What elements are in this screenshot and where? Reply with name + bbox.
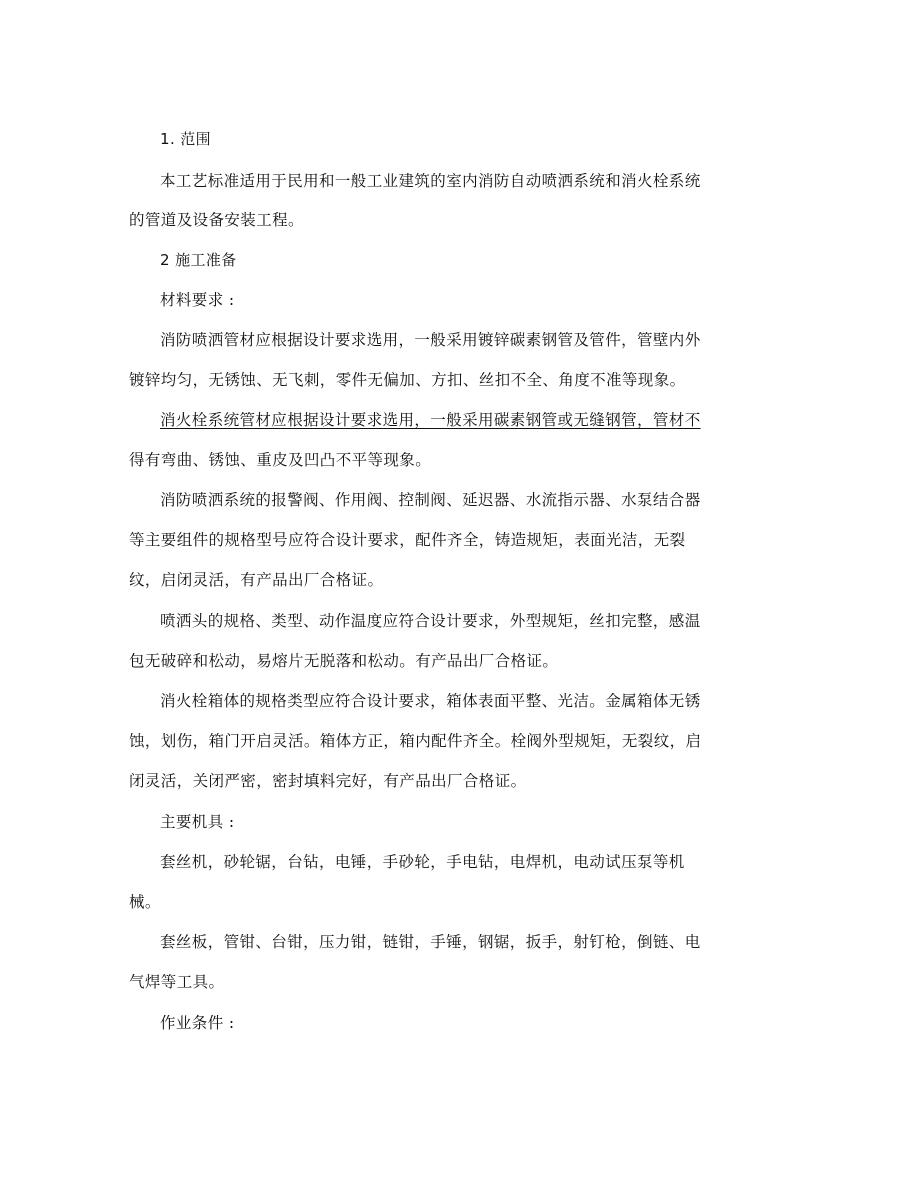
materials-label: 材料要求 : — [160, 291, 235, 309]
tools-paragraph-line: 套丝板，管钳、台钳，压力钳，链钳，手锤，钢锯，扳手，射钉枪，倒链、电 — [160, 933, 701, 951]
materials-paragraph-line: 纹，启闭灵活，有产品出厂合格证。 — [129, 571, 384, 589]
materials-paragraph-line: 包无破碎和松动，易熔片无脱落和松动。有产品出厂合格证。 — [129, 652, 559, 670]
section-2-heading: 2 施工准备 — [160, 251, 237, 269]
materials-paragraph-line: 消火栓箱体的规格类型应符合设计要求，箱体表面平整、光洁。金属箱体无锈 — [160, 692, 701, 710]
tools-paragraph-line: 套丝机，砂轮锯，台钻，电锤，手砂轮，手电钻，电焊机，电动试压泵等机 — [160, 853, 685, 871]
materials-paragraph-line: 镀锌均匀，无锈蚀、无飞刺，零件无偏加、方扣、丝扣不全、角度不准等现象。 — [129, 371, 686, 389]
section-1-heading: 1. 范围 — [160, 130, 212, 148]
materials-paragraph-line: 喷洒头的规格、类型、动作温度应符合设计要求，外型规矩，丝扣完整，感温 — [160, 612, 701, 630]
tools-paragraph-line: 气焊等工具。 — [129, 973, 225, 991]
tools-label: 主要机具 : — [160, 813, 235, 831]
materials-paragraph-line: 消防喷洒管材应根据设计要求选用，一般采用镀锌碳素钢管及管件，管壁内外 — [160, 331, 701, 349]
scope-paragraph-line: 本工艺标准适用于民用和一般工业建筑的室内消防自动喷洒系统和消火栓系统 — [160, 172, 701, 190]
materials-paragraph-line: 消防喷洒系统的报警阀、作用阀、控制阀、延迟器、水流指示器、水泵结合器 — [160, 491, 701, 509]
materials-paragraph-line: 等主要组件的规格型号应符合设计要求，配件齐全，铸造规矩，表面光洁，无裂 — [129, 531, 686, 549]
materials-paragraph-line: 蚀，划伤，箱门开启灵活。箱体方正，箱内配件齐全。栓阀外型规矩，无裂纹，启 — [129, 732, 702, 750]
tools-paragraph-line: 械。 — [129, 893, 161, 911]
materials-paragraph-line: 得有弯曲、锈蚀、重皮及凹凸不平等现象。 — [129, 451, 432, 469]
conditions-label: 作业条件 : — [160, 1014, 235, 1032]
materials-paragraph-line: 闭灵活，关闭严密，密封填料完好，有产品出厂合格证。 — [129, 772, 527, 790]
materials-paragraph-line-underlined: 消火栓系统管材应根据设计要求选用，一般采用碳素钢管或无缝钢管，管材不 — [160, 411, 701, 429]
scope-paragraph-line: 的管道及设备安装工程。 — [129, 211, 304, 229]
